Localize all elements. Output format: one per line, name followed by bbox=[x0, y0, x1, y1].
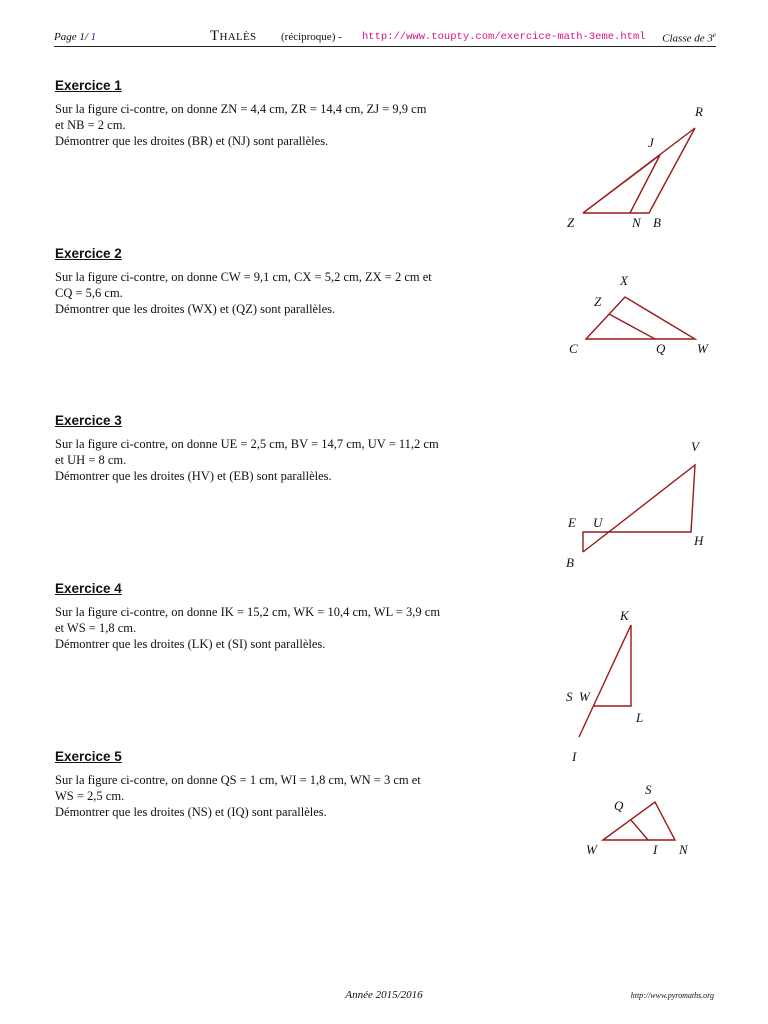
point-label: W bbox=[697, 341, 708, 356]
point-label: U bbox=[593, 515, 603, 530]
exercise-line: Démontrer que les droites (BR) et (NJ) sont parallèles. bbox=[55, 134, 329, 148]
point-label: K bbox=[620, 608, 629, 623]
exercise-5 bbox=[55, 749, 535, 820]
triangle-zjn bbox=[583, 155, 660, 213]
figure-1 bbox=[567, 104, 703, 230]
point-label: J bbox=[648, 135, 654, 150]
point-label: Z bbox=[594, 294, 602, 309]
exercise-title: Exercice 2 bbox=[55, 246, 122, 261]
point-label: Q bbox=[614, 798, 624, 813]
exercise-4 bbox=[55, 581, 535, 652]
exercise-line: Démontrer que les droites (NS) et (IQ) sont parallèles. bbox=[55, 805, 327, 819]
footer-year: Année 2015/2016 bbox=[345, 989, 423, 1001]
exercise-line: et WS = 1,8 cm. bbox=[55, 621, 137, 635]
figure-3 bbox=[566, 439, 704, 570]
exercise-line: Démontrer que les droites (WX) et (QZ) sont parallèles. bbox=[55, 302, 336, 316]
point-label: I bbox=[653, 842, 658, 857]
exercise-title: Exercice 4 bbox=[55, 581, 122, 596]
exercise-line: CQ = 5,6 cm. bbox=[55, 286, 123, 300]
point-label: C bbox=[569, 341, 578, 356]
point-label: S bbox=[645, 782, 652, 797]
exercise-text bbox=[55, 101, 535, 149]
page-prefix: Page 1/ bbox=[54, 31, 88, 43]
exercise-3 bbox=[55, 413, 535, 484]
figure-4-lines bbox=[579, 625, 631, 737]
point-label: S bbox=[566, 689, 573, 704]
point-label: I bbox=[572, 749, 577, 764]
exercise-text bbox=[55, 604, 535, 652]
figure-4 bbox=[566, 608, 643, 764]
page-indicator bbox=[54, 31, 96, 43]
figure-2 bbox=[569, 273, 709, 356]
triangle-cxw bbox=[586, 297, 695, 339]
exercise-text bbox=[55, 772, 535, 820]
exercise-line: Sur la figure ci-contre, on donne IK = 15,2 cm, WK = 10,4 cm, WL = 3,9 cm bbox=[55, 605, 441, 619]
header-url-link[interactable]: http://www.toupty.com/exercice-math-3eme.html bbox=[362, 31, 646, 43]
exercise-title: Exercice 3 bbox=[55, 413, 122, 428]
point-label: N bbox=[679, 842, 688, 857]
point-label: N bbox=[632, 215, 641, 230]
exercise-line: WS = 2,5 cm. bbox=[55, 789, 125, 803]
point-label: W bbox=[586, 842, 597, 857]
footer-url-link[interactable]: http://www.pyromaths.org bbox=[630, 991, 714, 1000]
exercise-text bbox=[55, 269, 535, 317]
exercise-1 bbox=[55, 78, 535, 149]
exercise-title: Exercice 5 bbox=[55, 749, 122, 764]
exercise-line: et UH = 8 cm. bbox=[55, 453, 127, 467]
exercise-title: Exercice 1 bbox=[55, 78, 122, 93]
exercise-line: Démontrer que les droites (HV) et (EB) sont parallèles. bbox=[55, 469, 332, 483]
point-label: Z bbox=[567, 215, 575, 230]
point-label: L bbox=[636, 710, 644, 725]
exercise-line: Sur la figure ci-contre, on donne ZN = 4,4 cm, ZR = 14,4 cm, ZJ = 9,9 cm bbox=[55, 102, 427, 116]
document-title: Thalès bbox=[210, 28, 257, 44]
geometry-figures bbox=[540, 0, 768, 1024]
exercise-line: Sur la figure ci-contre, on donne UE = 2,5 cm, BV = 14,7 cm, UV = 11,2 cm bbox=[55, 437, 439, 451]
exercise-line: Sur la figure ci-contre, on donne CW = 9,1 cm, CX = 5,2 cm, ZX = 2 cm et bbox=[55, 270, 432, 284]
page-total-link[interactable]: 1 bbox=[90, 31, 97, 43]
point-label: V bbox=[691, 439, 699, 454]
segment-qi bbox=[631, 820, 648, 840]
exercise-line: Démontrer que les droites (LK) et (SI) sont parallèles. bbox=[55, 637, 326, 651]
class-superscript: e bbox=[712, 31, 716, 39]
point-label: B bbox=[566, 555, 574, 570]
exercise-line: Sur la figure ci-contre, on donne QS = 1 cm, WI = 1,8 cm, WN = 3 cm et bbox=[55, 773, 421, 787]
point-label: E bbox=[568, 515, 576, 530]
document-subtitle: (réciproque) - bbox=[281, 31, 342, 43]
point-label: Q bbox=[656, 341, 666, 356]
point-label: X bbox=[620, 273, 628, 288]
class-label: Classe de 3 bbox=[662, 32, 713, 45]
exercise-text bbox=[55, 436, 535, 484]
exercise-2 bbox=[55, 246, 535, 317]
figure-3-lines bbox=[583, 465, 695, 552]
exercise-line: et NB = 2 cm. bbox=[55, 118, 126, 132]
figure-5 bbox=[586, 782, 689, 857]
point-label: H bbox=[694, 533, 704, 548]
point-label: R bbox=[695, 104, 703, 119]
point-label: B bbox=[653, 215, 661, 230]
segment-zq bbox=[609, 314, 655, 339]
point-label: W bbox=[579, 689, 590, 704]
